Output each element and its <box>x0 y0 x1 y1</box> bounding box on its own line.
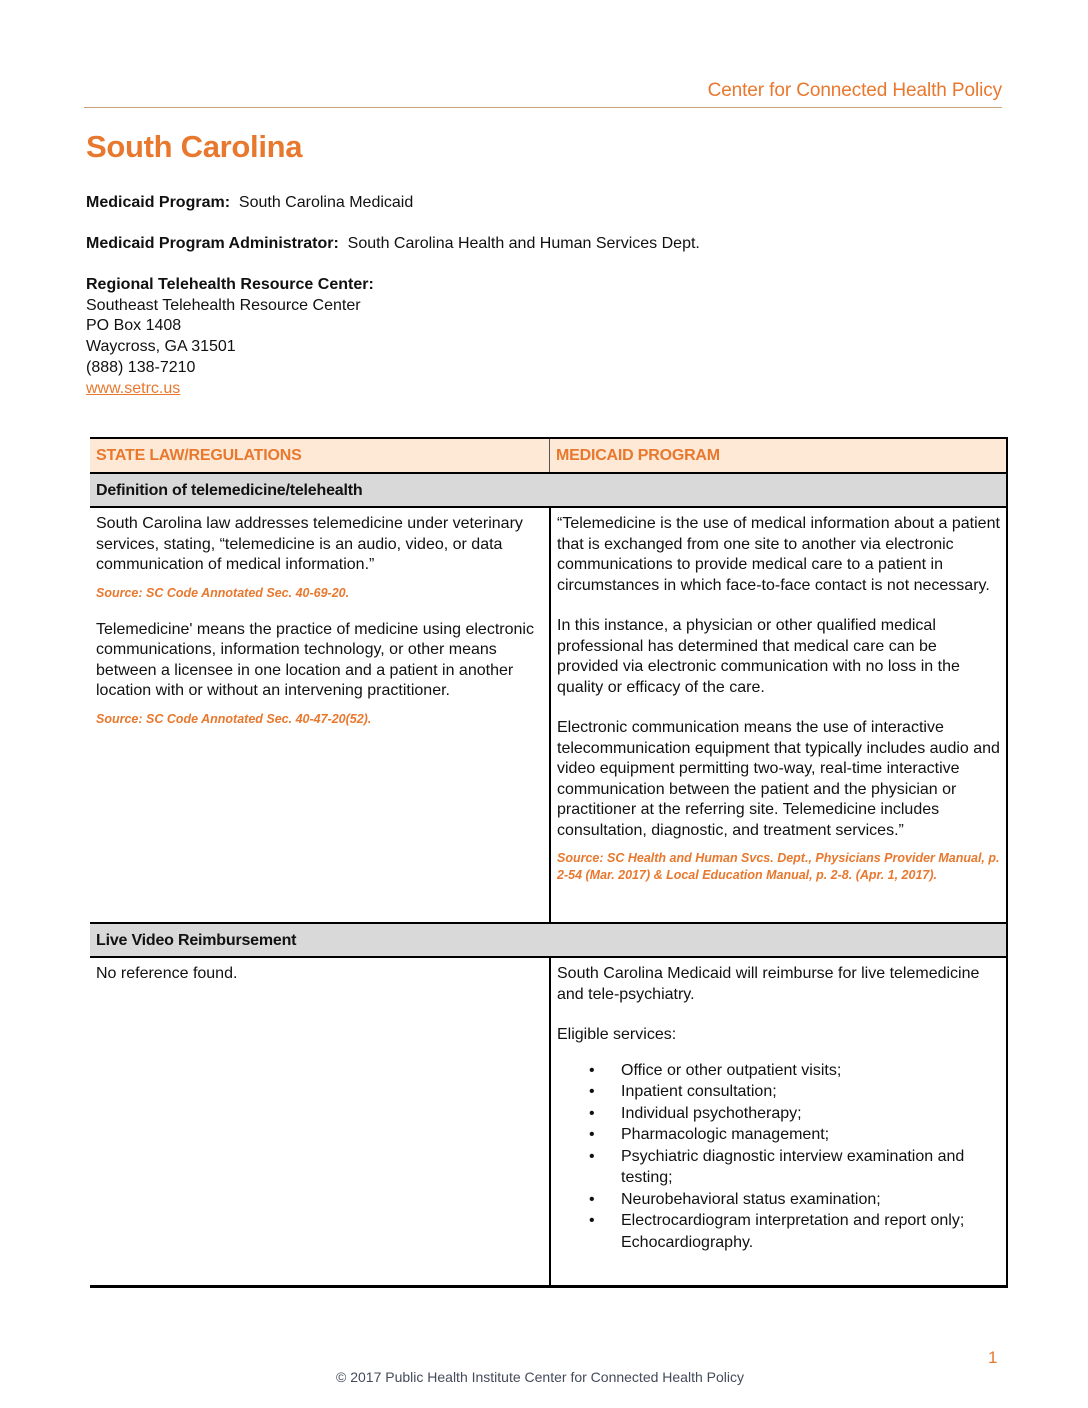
source-citation: Source: SC Health and Human Svcs. Dept., Physicians Provider Manual, p. 2-54 (Mar. 2017) & Local Education Manual, p. 2-8. (Apr. 1, 2017). <box>557 851 1000 882</box>
state-law-paragraph: South Carolina law addresses telemedicine under veterinary services, stating, “telemedicine is an audio, video, or data communication of medical information.” <box>96 515 523 573</box>
rtrc-name: Southeast Telehealth Resource Center <box>86 296 361 314</box>
column-header-state-law: STATE LAW/REGULATIONS <box>96 447 302 464</box>
table-header-row <box>90 437 1008 472</box>
rtrc-city-state-zip: Waycross, GA 31501 <box>86 338 236 356</box>
source-citation: Source: SC Code Annotated Sec. 40-69-20. <box>96 585 350 600</box>
table-row-live-video <box>90 958 1008 1285</box>
policy-table <box>90 437 1008 1288</box>
list-item: • Individual psychotherapy; <box>557 1103 1000 1125</box>
state-law-paragraph: Telemedicine' means the practice of medicine using electronic communications, information technology, or other means between a licensee in one location and a patient in another location with or without an intervening practitioner. <box>96 620 534 699</box>
medicaid-paragraph: Electronic communication means the use of interactive telecommunication equipment that typically includes audio and video equipment permitting two-way, real-time interactive communication between the patient and the physician or practitioner at the referring site. Telemedicine includes consultation, diagnostic, and treatment services.” <box>557 719 1000 839</box>
rtrc-phone: (888) 138-7210 <box>86 358 196 376</box>
bullet-icon: • <box>589 1212 595 1229</box>
bullet-icon: • <box>589 1083 595 1100</box>
cell-state-law-live-video <box>90 958 549 1285</box>
bullet-icon: • <box>589 1061 595 1079</box>
header-divider <box>84 107 1002 108</box>
medicaid-paragraph: “Telemedicine is the use of medical information about a patient that is exchanged from one site to another via electronic communications to provide medical care to a patient in circumstances in which face-to-face contact is not necessary. <box>557 515 1000 594</box>
medicaid-paragraph: In this instance, a physician or other qualified medical professional has determined that medical care can be provided via electronic communication with no loss in the quality or efficacy of the care. <box>557 617 960 696</box>
administrator-label: Medicaid Program Administrator: <box>86 235 339 252</box>
cell-medicaid-live-video <box>549 958 1008 1285</box>
list-item: • Electrocardiogram interpretation and report only; Echocardiography. <box>589 1212 965 1251</box>
page-number: 1 <box>988 1348 998 1367</box>
source-citation: Source: SC Code Annotated Sec. 40-47-20(52). <box>96 711 372 726</box>
bullet-icon: • <box>589 1104 595 1122</box>
eligible-services-label: Eligible services: <box>557 1026 677 1043</box>
header-org-name: Center for Connected Health Policy <box>707 80 1002 101</box>
cell-state-law-definition <box>90 508 549 922</box>
rtrc-po-box: PO Box 1408 <box>86 317 182 335</box>
list-item: • Psychiatric diagnostic interview examination and testing; <box>589 1147 965 1186</box>
page-title: South Carolina <box>86 129 303 164</box>
bullet-icon: • <box>589 1190 595 1208</box>
state-law-text: No reference found. <box>96 965 238 982</box>
table-row-definition <box>90 508 1008 922</box>
bullet-icon: • <box>589 1126 595 1143</box>
cell-medicaid-definition <box>549 508 1008 922</box>
bullet-icon: • <box>589 1147 595 1165</box>
list-item: • Office or other outpatient visits; <box>557 1060 1000 1082</box>
administrator-line <box>86 234 700 254</box>
rtrc-block <box>86 275 374 399</box>
list-item: • Inpatient consultation; <box>557 1081 1000 1103</box>
administrator-value: South Carolina Health and Human Services Dept. <box>347 235 700 252</box>
rtrc-website-link[interactable]: www.setrc.us <box>86 379 181 397</box>
section-header-live-video: Live Video Reimbursement <box>90 922 1008 958</box>
section-header-definition: Definition of telemedicine/telehealth <box>90 472 1008 508</box>
footer-copyright: © 2017 Public Health Institute Center for Connected Health Policy <box>336 1369 744 1385</box>
eligible-services-list <box>557 1060 1000 1254</box>
list-item: • Pharmacologic management; <box>557 1124 1000 1146</box>
medicaid-program-line <box>86 193 413 213</box>
table-bottom-border <box>90 1285 1008 1288</box>
medicaid-program-value: South Carolina Medicaid <box>238 194 414 211</box>
column-header-medicaid: MEDICAID PROGRAM <box>549 439 1008 472</box>
list-item: • Neurobehavioral status examination; <box>557 1189 1000 1211</box>
medicaid-program-label: Medicaid Program: <box>86 194 231 211</box>
medicaid-intro: South Carolina Medicaid will reimburse for live telemedicine and tele-psychiatry. <box>557 965 980 1003</box>
rtrc-heading: Regional Telehealth Resource Center: <box>86 276 374 293</box>
